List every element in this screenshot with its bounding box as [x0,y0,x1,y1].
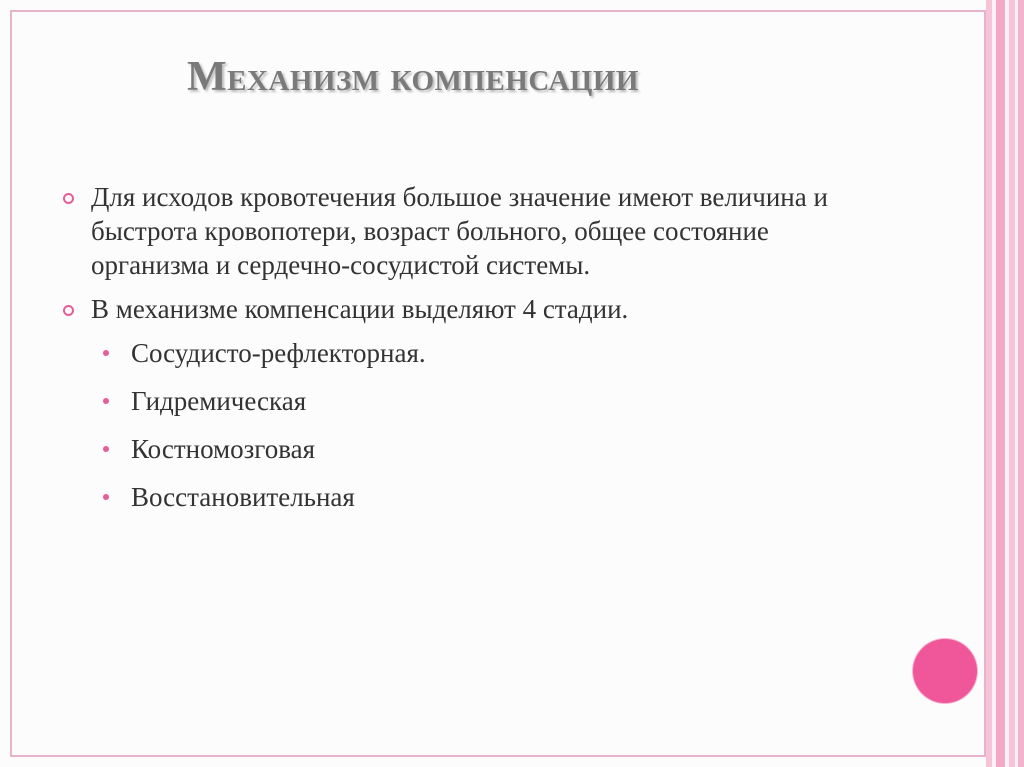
dot-bullet-icon [103,350,109,356]
bullet-text: В механизме компенсации выделяют 4 стадии. [91,294,629,324]
stage-item [103,480,843,514]
ring-bullet-icon [63,305,74,316]
bullet-item [63,180,843,282]
stripe [1018,0,1024,767]
stage-item [103,336,843,370]
stage-text: Гидремическая [131,386,307,416]
stage-text: Костномозговая [131,434,316,464]
slide-content [63,180,843,528]
pink-circle-icon [913,639,977,703]
stage-text: Восстановительная [131,482,355,512]
slide-title: Механизм компенсации [187,54,639,100]
stage-text: Сосудисто-рефлекторная. [131,338,426,368]
bullet-item [63,292,843,326]
stage-item [103,432,843,466]
stages-list [63,336,843,514]
ring-bullet-icon [63,193,74,204]
dot-bullet-icon [103,398,109,404]
stripe [996,0,1005,767]
stage-item [103,384,843,418]
dot-bullet-icon [103,494,109,500]
dot-bullet-icon [103,446,109,452]
bullet-text: Для исходов кровотечения большое значение имеют величина и быстрота кровопотери, возраст больного, общее состояние организма и сердечно-сосудистой системы. [91,182,828,280]
decorative-stripes [986,0,1024,767]
